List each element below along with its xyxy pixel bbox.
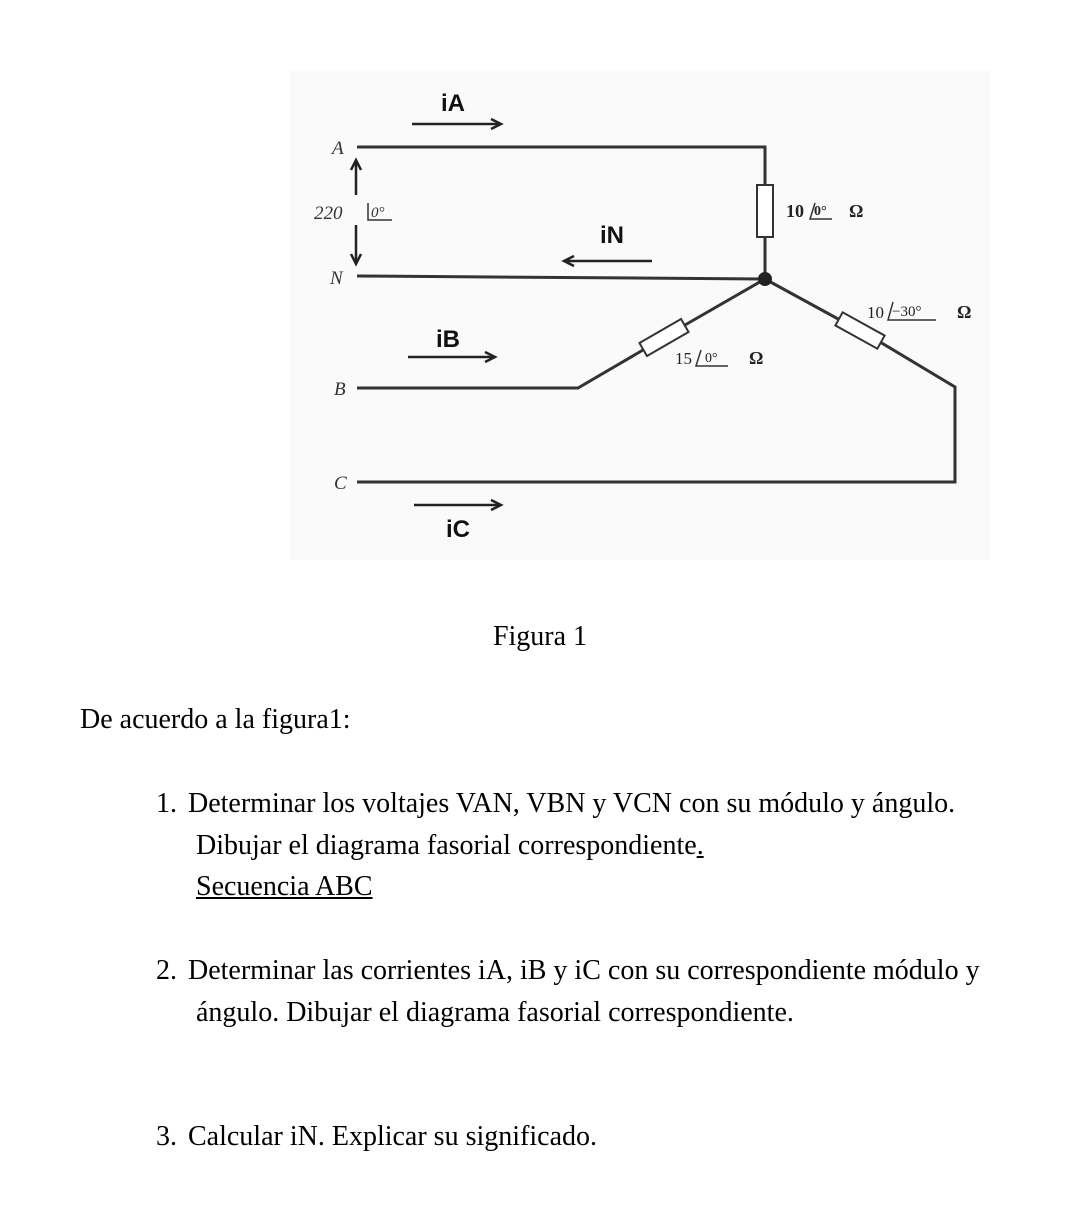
impedance-a-unit: Ω (849, 201, 864, 221)
question-1 (156, 783, 1016, 908)
circuit-diagram (0, 0, 1080, 600)
resistor-a (757, 185, 773, 237)
figure-caption: Figura 1 (492, 621, 588, 652)
question-1-sequence: Secuencia ABC (196, 871, 373, 902)
intro-text: De acuerdo a la figura1: (80, 704, 351, 735)
impedance-b-unit: Ω (749, 348, 764, 368)
source-voltage-magnitude: 220 (314, 203, 343, 224)
current-label-in: iN (600, 222, 624, 249)
question-3 (156, 1116, 1016, 1158)
question-2-text: Determinar las corrientes iA, iB y iC con su correspondiente módulo y ángulo. Dibujar el diagrama fasorial correspondiente. (188, 955, 980, 1028)
current-label-ic: iC (446, 516, 470, 543)
node-label-b: B (334, 379, 346, 400)
source-voltage-angle: 0° (371, 205, 385, 221)
impedance-b-angle: 0° (705, 351, 718, 366)
scan-background (290, 70, 990, 560)
impedance-b-magnitude: 15 (675, 349, 692, 368)
question-1-text: Determinar los voltajes VAN, VBN y VCN con su módulo y ángulo. Dibujar el diagrama fasorial correspondiente (188, 788, 956, 861)
question-2-number: 2. (156, 955, 177, 986)
impedance-c-unit: Ω (957, 302, 972, 322)
neutral-node (758, 272, 772, 286)
node-label-a: A (332, 138, 344, 159)
node-label-n: N (330, 268, 343, 289)
question-3-number: 3. (156, 1121, 177, 1152)
question-3-text: Calcular iN. Explicar su significado. (188, 1121, 597, 1152)
current-label-ib: iB (436, 326, 460, 353)
question-1-dot: . (696, 829, 704, 861)
current-label-ia: iA (441, 90, 465, 117)
impedance-a-magnitude: 10 (786, 201, 804, 221)
impedance-a-angle: 0° (814, 204, 827, 219)
node-label-c: C (334, 473, 347, 494)
impedance-c-angle: −30° (892, 304, 922, 320)
question-2 (156, 950, 1016, 1033)
question-1-number: 1. (156, 788, 177, 819)
impedance-c-magnitude: 10 (867, 303, 884, 322)
